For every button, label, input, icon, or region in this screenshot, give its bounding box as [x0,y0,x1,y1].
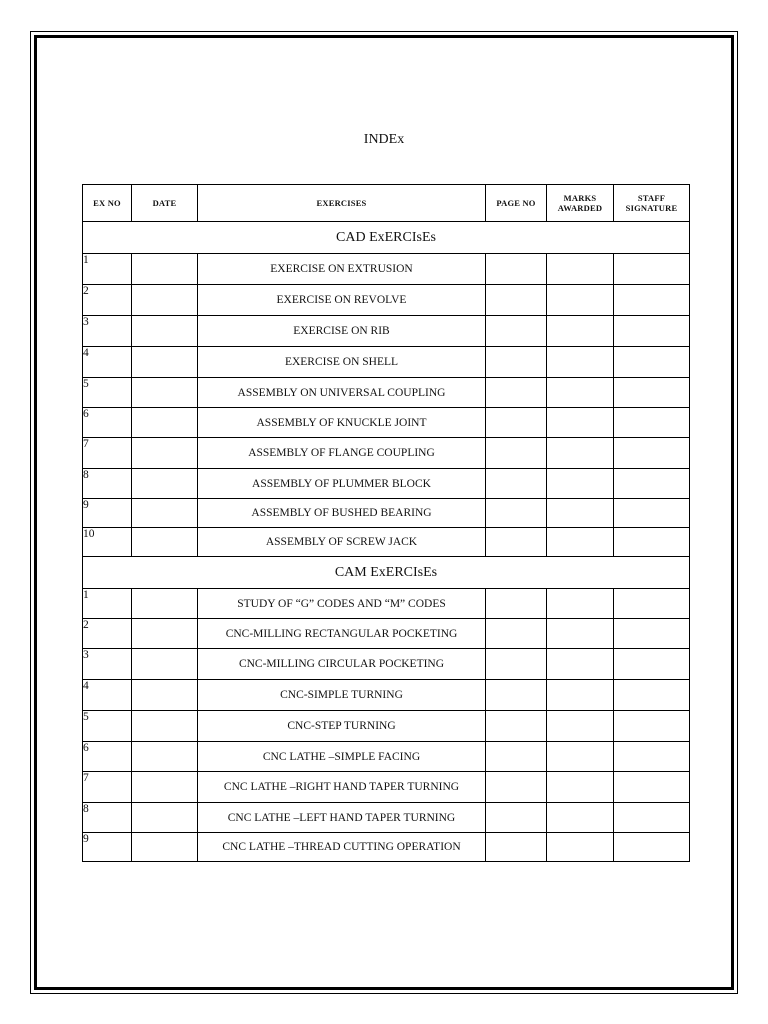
date-cell [132,285,198,316]
date-cell [132,316,198,347]
exercise-cell: EXERCISE ON SHELL [198,347,486,378]
ex-no-cell: 2 [83,619,132,649]
staff-signature-cell [614,499,690,528]
header-exercises: EXERCISES [198,185,486,222]
exercise-cell: EXERCISE ON RIB [198,316,486,347]
exercise-cell: ASSEMBLY OF BUSHED BEARING [198,499,486,528]
page-no-cell [486,528,547,557]
date-cell [132,347,198,378]
page-no-cell [486,285,547,316]
date-cell [132,469,198,499]
table-row [83,772,690,803]
date-cell [132,438,198,469]
page-no-cell [486,833,547,862]
page-no-cell [486,772,547,803]
date-cell [132,408,198,438]
marks-awarded-cell [547,254,614,285]
exercise-cell: ASSEMBLY OF SCREW JACK [198,528,486,557]
section-heading-row [83,557,690,589]
table-row [83,649,690,680]
table-row [83,469,690,499]
page-no-cell [486,711,547,742]
ex-no-cell: 5 [83,378,132,408]
section-heading-row [83,222,690,254]
staff-signature-cell [614,649,690,680]
ex-no-cell: 8 [83,803,132,833]
ex-no-cell: 4 [83,347,132,378]
staff-signature-cell [614,469,690,499]
table-row [83,378,690,408]
marks-awarded-cell [547,742,614,772]
table-row [83,408,690,438]
exercise-cell: EXERCISE ON EXTRUSION [198,254,486,285]
ex-no-cell: 2 [83,285,132,316]
staff-signature-cell [614,742,690,772]
table-row [83,589,690,619]
exercise-cell: CNC LATHE –SIMPLE FACING [198,742,486,772]
marks-awarded-cell [547,285,614,316]
section-heading: CAD ExERCIsEs [83,222,690,254]
header-date: DATE [132,185,198,222]
header-marks-awarded: MARKS AWARDED [547,185,614,222]
header-page-no: PAGE NO [486,185,547,222]
page-no-cell [486,347,547,378]
staff-signature-cell [614,438,690,469]
ex-no-cell: 3 [83,316,132,347]
ex-no-cell: 6 [83,742,132,772]
table-row [83,347,690,378]
ex-no-cell: 10 [83,528,132,557]
ex-no-cell: 5 [83,711,132,742]
page-no-cell [486,469,547,499]
header-staff-signature: STAFF SIGNATURE [614,185,690,222]
page-no-cell [486,680,547,711]
table-row [83,680,690,711]
marks-awarded-cell [547,589,614,619]
marks-awarded-cell [547,833,614,862]
date-cell [132,528,198,557]
exercise-cell: CNC LATHE –THREAD CUTTING OPERATION [198,833,486,862]
table-row [83,254,690,285]
ex-no-cell: 9 [83,499,132,528]
date-cell [132,803,198,833]
table-row [83,619,690,649]
date-cell [132,711,198,742]
exercise-cell: STUDY OF “G” CODES AND “M” CODES [198,589,486,619]
ex-no-cell: 4 [83,680,132,711]
marks-awarded-cell [547,680,614,711]
page-no-cell [486,619,547,649]
index-title: INDEx [363,132,405,147]
exercise-cell: CNC-STEP TURNING [198,711,486,742]
index-table [82,184,690,862]
page-no-cell [486,438,547,469]
staff-signature-cell [614,680,690,711]
marks-awarded-cell [547,711,614,742]
marks-awarded-cell [547,772,614,803]
exercise-cell: CNC-MILLING RECTANGULAR POCKETING [198,619,486,649]
table-row [83,499,690,528]
marks-awarded-cell [547,469,614,499]
marks-awarded-cell [547,803,614,833]
marks-awarded-cell [547,619,614,649]
marks-awarded-cell [547,649,614,680]
ex-no-cell: 1 [83,254,132,285]
exercise-cell: CNC-MILLING CIRCULAR POCKETING [198,649,486,680]
exercise-cell: ASSEMBLY ON UNIVERSAL COUPLING [198,378,486,408]
table-row [83,803,690,833]
page-no-cell [486,408,547,438]
date-cell [132,499,198,528]
staff-signature-cell [614,833,690,862]
ex-no-cell: 7 [83,772,132,803]
date-cell [132,619,198,649]
table-row [83,316,690,347]
marks-awarded-cell [547,528,614,557]
marks-awarded-cell [547,347,614,378]
exercise-cell: CNC LATHE –LEFT HAND TAPER TURNING [198,803,486,833]
table-row [83,438,690,469]
ex-no-cell: 3 [83,649,132,680]
staff-signature-cell [614,316,690,347]
date-cell [132,833,198,862]
table-row [83,528,690,557]
table-row [83,711,690,742]
staff-signature-cell [614,254,690,285]
staff-signature-cell [614,772,690,803]
header-row [83,185,690,222]
marks-awarded-cell [547,378,614,408]
section-heading: CAM ExERCIsEs [83,557,690,589]
page-no-cell [486,649,547,680]
date-cell [132,649,198,680]
staff-signature-cell [614,378,690,408]
marks-awarded-cell [547,438,614,469]
table-row [83,742,690,772]
staff-signature-cell [614,711,690,742]
marks-awarded-cell [547,316,614,347]
page-no-cell [486,803,547,833]
exercise-cell: ASSEMBLY OF PLUMMER BLOCK [198,469,486,499]
staff-signature-cell [614,408,690,438]
page-no-cell [486,316,547,347]
staff-signature-cell [614,285,690,316]
exercise-cell: CNC-SIMPLE TURNING [198,680,486,711]
date-cell [132,378,198,408]
date-cell [132,742,198,772]
ex-no-cell: 6 [83,408,132,438]
marks-awarded-cell [547,499,614,528]
page-no-cell [486,378,547,408]
staff-signature-cell [614,528,690,557]
exercise-cell: ASSEMBLY OF KNUCKLE JOINT [198,408,486,438]
marks-awarded-cell [547,408,614,438]
staff-signature-cell [614,803,690,833]
page-no-cell [486,254,547,285]
date-cell [132,680,198,711]
index-body [83,222,690,862]
table-row [83,833,690,862]
date-cell [132,254,198,285]
exercise-cell: EXERCISE ON REVOLVE [198,285,486,316]
table-row [83,285,690,316]
ex-no-cell: 9 [83,833,132,862]
staff-signature-cell [614,619,690,649]
staff-signature-cell [614,589,690,619]
page-no-cell [486,589,547,619]
header-ex-no: EX NO [83,185,132,222]
page-no-cell [486,499,547,528]
ex-no-cell: 8 [83,469,132,499]
page-no-cell [486,742,547,772]
staff-signature-cell [614,347,690,378]
ex-no-cell: 7 [83,438,132,469]
date-cell [132,589,198,619]
exercise-cell: CNC LATHE –RIGHT HAND TAPER TURNING [198,772,486,803]
exercise-cell: ASSEMBLY OF FLANGE COUPLING [198,438,486,469]
ex-no-cell: 1 [83,589,132,619]
date-cell [132,772,198,803]
